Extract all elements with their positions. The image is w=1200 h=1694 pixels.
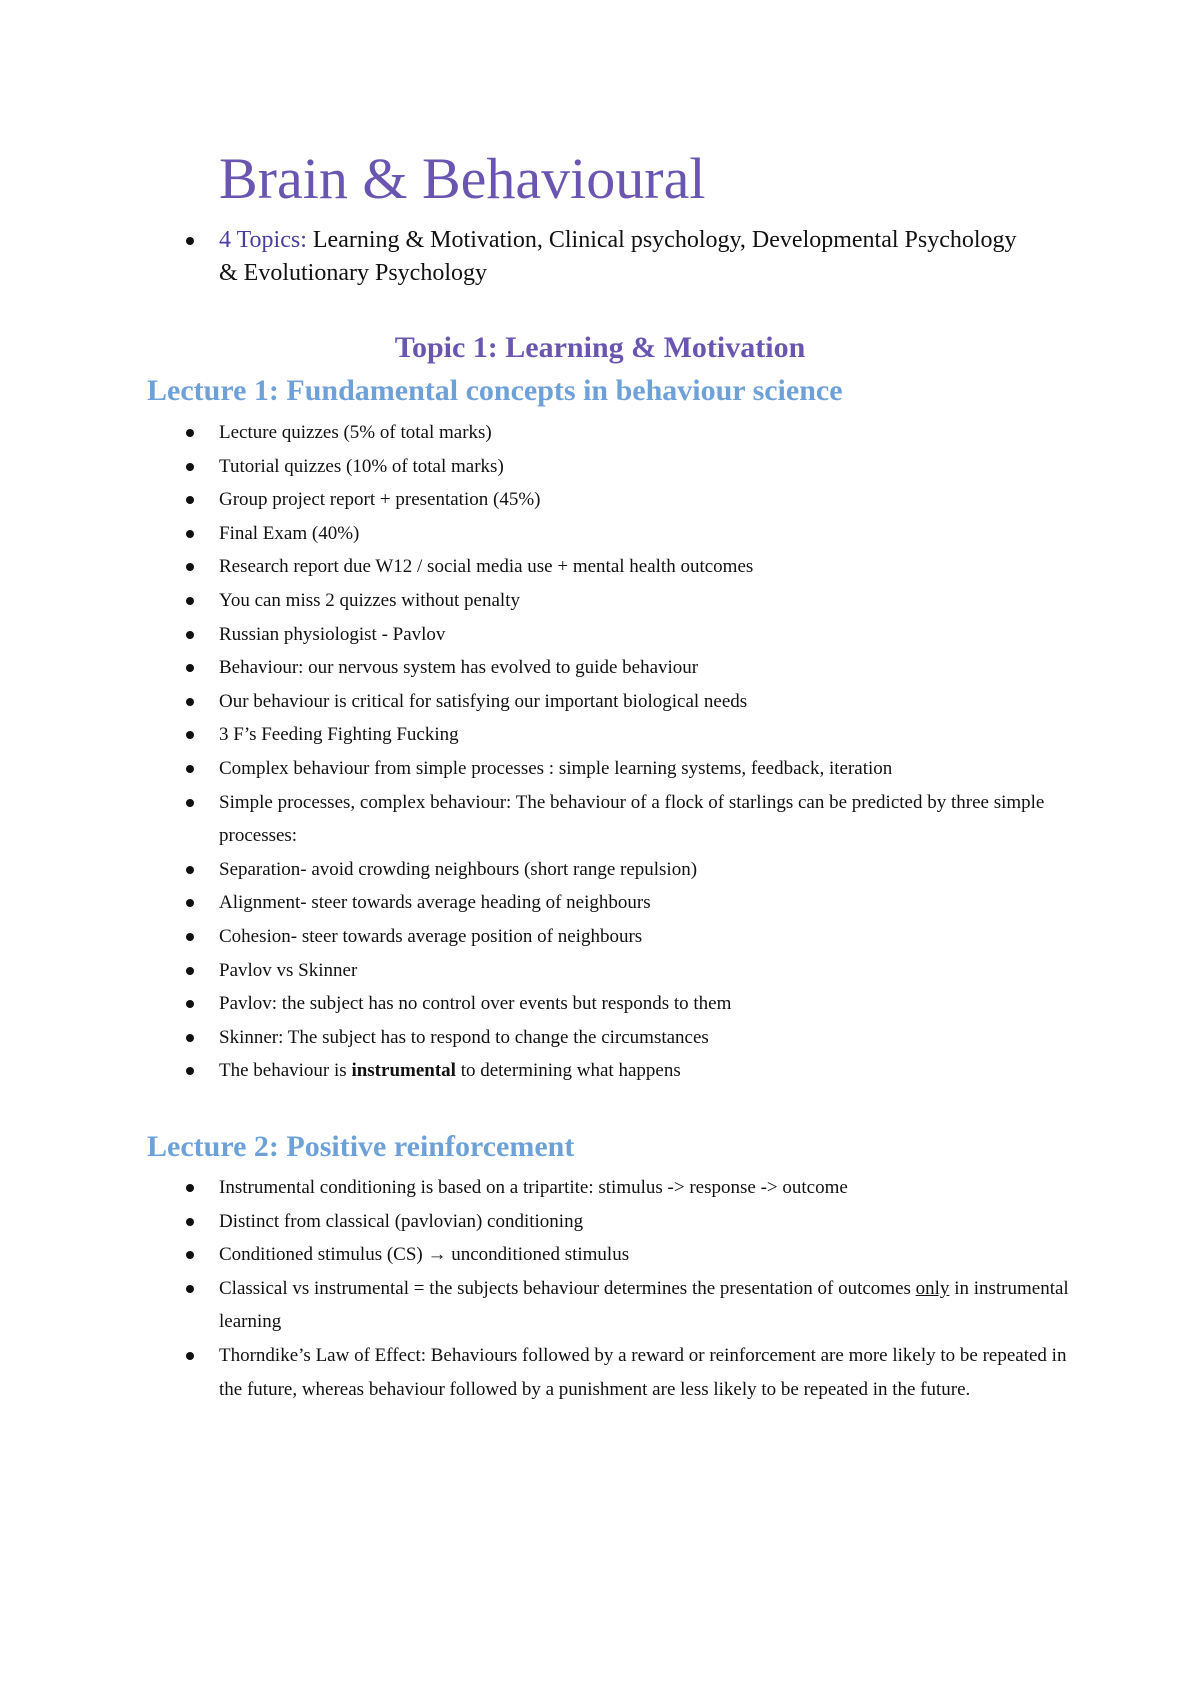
list-item xyxy=(219,987,1089,1021)
topics-label: 4 Topics: xyxy=(219,227,307,253)
lecture-2-heading: Lecture 2: Positive reinforcement xyxy=(147,1130,575,1163)
list-item-text: Our behaviour is critical for satisfying our important biological needs xyxy=(219,690,748,712)
list-item-text: Cohesion- steer towards average position of neighbours xyxy=(219,925,643,947)
topics-text: Learning & Motivation, Clinical psychology, Developmental Psychology & Evolutionary Psychology xyxy=(219,227,1017,286)
lecture-1-heading: Lecture 1: Fundamental concepts in behaviour science xyxy=(147,374,843,407)
list-item xyxy=(219,1171,1089,1205)
list-item-text: Alignment- steer towards average heading of neighbours xyxy=(219,892,651,914)
list-item xyxy=(219,584,1089,618)
bullet-icon xyxy=(186,496,194,504)
list-item xyxy=(219,886,1089,920)
bullet-icon xyxy=(186,563,194,571)
list-item xyxy=(219,954,1089,988)
list-item xyxy=(219,1054,1089,1088)
list-item-text: Separation- avoid crowding neighbours (short range repulsion) xyxy=(219,858,698,880)
emphasis-text: instrumental xyxy=(351,1060,456,1082)
list-item-text: The behaviour is xyxy=(219,1060,352,1082)
list-item xyxy=(219,483,1089,517)
list-item-text: Distinct from classical (pavlovian) conditioning xyxy=(219,1210,584,1232)
list-item xyxy=(219,450,1089,484)
bullet-icon xyxy=(186,799,194,807)
bullet-icon xyxy=(186,1218,194,1226)
bullet-icon xyxy=(186,1285,194,1293)
list-item xyxy=(219,1339,1089,1406)
list-item xyxy=(219,718,1089,752)
topic-title: Topic 1: Learning & Motivation xyxy=(394,331,806,364)
underlined-text: only xyxy=(915,1277,950,1299)
bullet-icon xyxy=(186,967,194,975)
list-item xyxy=(219,1238,1089,1272)
bullet-icon xyxy=(186,597,194,605)
list-item xyxy=(219,224,1019,290)
list-item xyxy=(219,517,1089,551)
list-item xyxy=(219,416,1089,450)
list-item xyxy=(219,786,1089,853)
bullet-icon xyxy=(186,237,194,245)
list-item-text: Pavlov vs Skinner xyxy=(219,959,358,981)
bullet-icon xyxy=(186,1034,194,1042)
list-item-text: Classical vs instrumental = the subjects behaviour determines the presentation of outcomes xyxy=(219,1277,916,1299)
list-item xyxy=(219,920,1089,954)
list-item-text: 3 F’s Feeding Fighting Fucking xyxy=(219,724,459,746)
bullet-icon xyxy=(186,899,194,907)
list-item xyxy=(219,685,1089,719)
bullet-icon xyxy=(186,463,194,471)
list-item xyxy=(219,1205,1089,1239)
list-item xyxy=(219,752,1089,786)
list-item xyxy=(219,550,1089,584)
list-item xyxy=(219,651,1089,685)
bullet-icon xyxy=(186,731,194,739)
list-item xyxy=(219,1272,1089,1339)
document-title: Brain & Behavioural xyxy=(219,146,706,211)
list-item-text: Lecture quizzes (5% of total marks) xyxy=(219,422,492,443)
list-item-text: Conditioned stimulus (CS) → unconditioned stimulus xyxy=(219,1244,630,1266)
list-item-text: Behaviour: our nervous system has evolved to guide behaviour xyxy=(219,657,699,679)
list-item xyxy=(219,1021,1089,1055)
bullet-icon xyxy=(186,1352,194,1360)
list-item-text: Skinner: The subject has to respond to change the circumstances xyxy=(219,1026,709,1048)
bullet-icon xyxy=(186,664,194,672)
list-item-text: Simple processes, complex behaviour: The behaviour of a flock of starlings can be predicted by three simple processes: xyxy=(219,791,1045,847)
bullet-icon xyxy=(186,765,194,773)
bullet-icon xyxy=(186,1067,194,1075)
topics-list xyxy=(219,224,1019,290)
bullet-icon xyxy=(186,866,194,874)
list-item-text: in instrumental learning xyxy=(219,1277,1069,1333)
bullet-icon xyxy=(186,698,194,706)
list-item xyxy=(219,853,1089,887)
list-item-text: You can miss 2 quizzes without penalty xyxy=(219,589,520,611)
list-item-text: to determining what happens xyxy=(455,1060,681,1082)
list-item-text: Russian physiologist - Pavlov xyxy=(219,623,446,645)
bullet-icon xyxy=(186,530,194,538)
list-item-text: Final Exam (40%) xyxy=(219,522,360,544)
list-item-text: Research report due W12 / social media use + mental health outcomes xyxy=(219,556,754,578)
bullet-icon xyxy=(186,631,194,639)
list-item-text: Group project report + presentation (45%) xyxy=(219,489,541,511)
bullet-icon xyxy=(186,429,194,437)
list-item-text: Instrumental conditioning is based on a tripartite: stimulus -> response -> outcome xyxy=(219,1177,848,1198)
bullet-icon xyxy=(186,1251,194,1259)
bullet-icon xyxy=(186,1184,194,1192)
list-item-text: Complex behaviour from simple processes : simple learning systems, feedback, iteration xyxy=(219,757,893,779)
list-item-text: Tutorial quizzes (10% of total marks) xyxy=(219,455,504,477)
list-item xyxy=(219,618,1089,652)
bullet-icon xyxy=(186,933,194,941)
bullet-icon xyxy=(186,1000,194,1008)
list-item-text: Thorndike’s Law of Effect: Behaviours followed by a reward or reinforcement are more likely to be repeated in the future, whereas behaviour followed by a punishment are less likely to be repeated in the future. xyxy=(219,1344,1067,1400)
lecture-2-list xyxy=(219,1171,1089,1406)
lecture-1-list xyxy=(219,416,1089,1088)
list-item-text: Pavlov: the subject has no control over events but responds to them xyxy=(219,993,732,1015)
